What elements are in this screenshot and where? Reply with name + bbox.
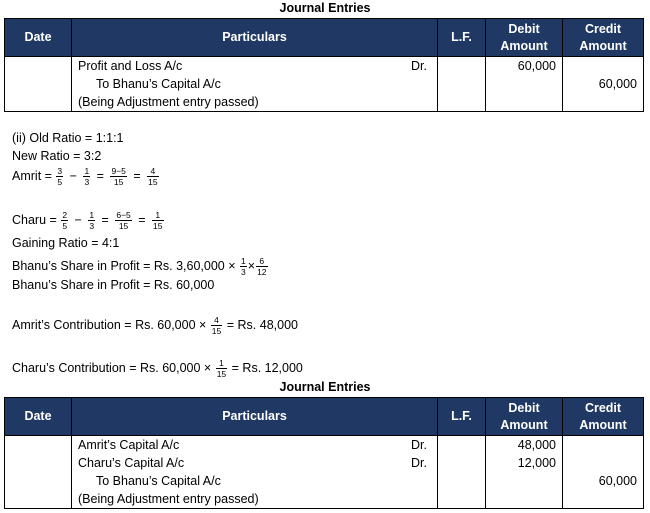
debit-amount: 12,000	[517, 456, 556, 470]
header-debit-line1: Debit	[508, 21, 540, 36]
header-particulars: Particulars	[72, 19, 438, 57]
credit-cell	[563, 57, 644, 112]
table1-caption: Journal Entries	[279, 1, 371, 15]
particulars-cell	[72, 57, 438, 112]
dr-label: Dr.	[411, 456, 427, 470]
header-debit	[486, 398, 563, 436]
bhanu-share-prefix: Bhanu’s Share in Profit = Rs. 3,60,000 ×	[12, 258, 236, 273]
fraction: $\frac{4}{15}$	[148, 166, 158, 187]
gaining-ratio: Gaining Ratio = 4:1	[12, 236, 120, 250]
charu-contribution	[12, 358, 303, 379]
fraction: $\frac{2}{5}$	[62, 210, 68, 231]
header-credit-line2: Amount	[579, 38, 627, 53]
charu-label: Charu =	[12, 212, 57, 227]
lf-cell	[438, 436, 486, 509]
amrit-contribution-result: = Rs. 48,000	[226, 317, 298, 332]
equals-sign: =	[138, 212, 146, 227]
header-particulars: Particulars	[72, 398, 438, 436]
narration: (Being Adjustment entry passed)	[78, 95, 259, 109]
fraction: $\frac{9-5}{15}$	[111, 166, 126, 187]
header-debit-line2: Amount	[500, 417, 548, 432]
times-sign: ×	[247, 258, 256, 273]
equals-sign: =	[133, 168, 141, 183]
header-debit	[486, 19, 563, 57]
fraction: $\frac{6}{12}$	[257, 256, 267, 277]
charu-calc	[12, 210, 165, 231]
debit-amount: 48,000	[517, 438, 556, 452]
equals-sign: =	[96, 168, 104, 183]
debit-cell	[486, 57, 563, 112]
header-credit	[563, 398, 644, 436]
header-credit-line2: Amount	[579, 417, 627, 432]
dr-label: Dr.	[411, 438, 427, 452]
header-credit-line1: Credit	[584, 400, 622, 415]
particulars-line: Charu’s Capital A/c	[78, 456, 185, 470]
fraction: $\frac{6-5}{15}$	[116, 210, 131, 231]
table2-caption: Journal Entries	[279, 380, 371, 394]
fraction: $\frac{1}{3}$	[84, 166, 90, 187]
credit-cell	[563, 436, 644, 509]
bhanu-share-result: Bhanu’s Share in Profit = Rs. 60,000	[12, 278, 215, 292]
credit-amount: 60,000	[598, 77, 637, 91]
amrit-label: Amrit =	[12, 168, 52, 183]
fraction: $\frac{4}{15}$	[211, 315, 222, 336]
header-date: Date	[5, 19, 72, 57]
date-cell	[5, 436, 72, 509]
particulars-cell	[72, 436, 438, 509]
table-row	[5, 436, 644, 509]
fraction: $\frac{1}{15}$	[216, 358, 227, 379]
narration: (Being Adjustment entry passed)	[78, 492, 259, 506]
header-credit	[563, 19, 644, 57]
header-debit-line2: Amount	[500, 38, 548, 53]
particulars-line: Profit and Loss A/c	[78, 59, 183, 73]
charu-contribution-prefix: Charu’s Contribution = Rs. 60,000 ×	[12, 360, 212, 375]
header-lf: L.F.	[438, 398, 486, 436]
particulars-line: To Bhanu’s Capital A/c	[96, 474, 221, 488]
header-date: Date	[5, 398, 72, 436]
charu-contribution-result: = Rs. 12,000	[231, 360, 303, 375]
fraction: $\frac{1}{15}$	[153, 210, 163, 231]
equals-sign: =	[101, 212, 109, 227]
journal-table-1	[4, 18, 644, 112]
amrit-contribution-prefix: Amrit’s Contribution = Rs. 60,000 ×	[12, 317, 207, 332]
particulars-line: Amrit’s Capital A/c	[78, 438, 180, 452]
debit-amount: 60,000	[517, 59, 556, 73]
minus-sign: −	[74, 212, 82, 227]
header-debit-line1: Debit	[508, 400, 540, 415]
lf-cell	[438, 57, 486, 112]
particulars-line: To Bhanu’s Capital A/c	[96, 77, 221, 91]
amrit-calc	[12, 166, 160, 187]
date-cell	[5, 57, 72, 112]
minus-sign: −	[69, 168, 77, 183]
fraction: $\frac{1}{3}$	[241, 256, 246, 277]
debit-cell	[486, 436, 563, 509]
table-row	[5, 57, 644, 112]
bhanu-share-calc	[12, 256, 269, 277]
journal-table-2	[4, 397, 644, 509]
fraction: $\frac{1}{3}$	[89, 210, 95, 231]
header-lf: L.F.	[438, 19, 486, 57]
fraction: $\frac{3}{5}$	[57, 166, 63, 187]
amrit-contribution	[12, 315, 298, 336]
header-credit-line1: Credit	[584, 21, 622, 36]
credit-amount: 60,000	[598, 474, 637, 488]
new-ratio: New Ratio = 3:2	[12, 149, 102, 163]
old-ratio: (ii) Old Ratio = 1:1:1	[12, 131, 124, 145]
dr-label: Dr.	[411, 59, 427, 73]
